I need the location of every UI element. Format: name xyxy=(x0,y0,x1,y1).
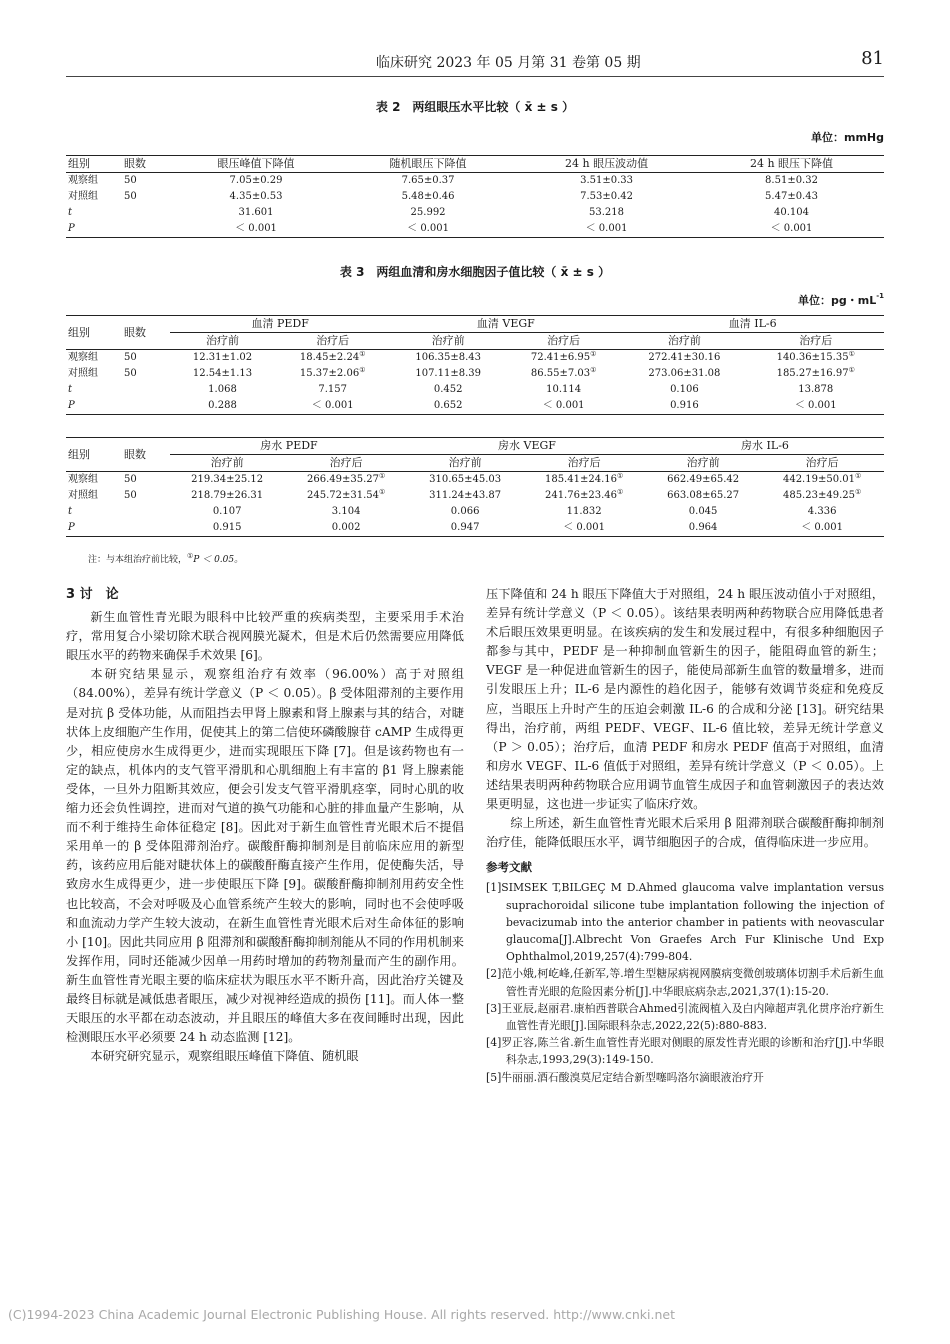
table3-cell xyxy=(408,520,522,537)
cell-value: 662.49±65.42 xyxy=(667,474,740,485)
row-label: t xyxy=(68,384,73,395)
table3-cell xyxy=(390,350,506,367)
table3-cell xyxy=(170,350,275,367)
cell-value: 0.002 xyxy=(331,522,361,533)
left-column xyxy=(66,585,464,1066)
table2-unit: 单位：mmHg xyxy=(810,131,884,144)
cell-value: 485.23±49.25 xyxy=(782,490,855,501)
col-group-header: 组别 xyxy=(66,316,122,350)
table3-cell xyxy=(408,504,522,520)
table3-serum xyxy=(66,315,884,415)
group-header: 房水 IL-6 xyxy=(646,438,884,455)
table2-cell: 25.992 xyxy=(410,207,446,218)
cell-value: 12.31±1.02 xyxy=(192,352,253,363)
row-eyes: 50 xyxy=(124,368,137,379)
page-number: 81 xyxy=(861,48,884,69)
table3-cell xyxy=(760,472,884,489)
reference-item: [1]SIMSEK T,BILGEÇ M D.Ahmed glaucoma valve implantation versus suprachoroidal silicone tube implantation following the injection of bevacizumab into the anterior chamber in patients with neovascular glaucoma[J].Albrecht Von Graefes Arch Fur Klinische Und Exp Ophthalmol,2019,257(4):799-804. xyxy=(486,881,884,964)
table3-cell xyxy=(390,366,506,382)
table2 xyxy=(66,155,884,238)
table2-cell: 观察组 xyxy=(68,175,98,186)
cell-value: 266.49±35.27 xyxy=(306,474,379,485)
cell-value: 0.045 xyxy=(688,506,718,517)
table-row xyxy=(66,520,884,537)
page-header xyxy=(66,48,884,77)
cell-value: 140.36±15.35 xyxy=(776,352,849,363)
reference-item: [3]王亚辰,赵丽君.康柏西普联合Ahmed引流阀植入及白内障超声乳化贯序治疗新生血管性青光眼[J].国际眼科杂志,2022,22(5):880-883. xyxy=(486,1001,884,1033)
table-row xyxy=(66,504,884,520)
row-label: 对照组 xyxy=(68,368,98,379)
cell-value: 0.915 xyxy=(212,522,242,533)
col-eyes-header: 眼数 xyxy=(122,316,170,350)
table3-cell xyxy=(390,398,506,415)
table2-cell xyxy=(122,221,170,238)
paragraph: 本研究研究显示，观察组眼压峰值下降值、随机眼 xyxy=(90,1049,359,1064)
table3-cell xyxy=(170,366,275,382)
cell-value: 7.157 xyxy=(318,384,347,395)
significance-mark: ① xyxy=(590,350,597,358)
cell-value: 310.65±45.03 xyxy=(429,474,502,485)
sub-header-after: 治疗后 xyxy=(805,456,839,469)
cell-value: 245.72±31.54 xyxy=(306,490,379,501)
group-header: 血清 VEGF xyxy=(390,316,621,333)
paragraph: 压下降值和 24 h 眼压下降值大于对照组，24 h 眼压波动值小于对照组，差异有统计学意义（P ＜ 0.05）。该结果表明两种药物联合应用降低患者术后眼压效果更明显。在该疾病的发生和发展过程中，有很多种细胞因子都参与其中，PEDF 是一种抑制血管新生的因子，能阻碍血管的新生；VEGF 是一种促进血管新生的因子，能使局部新生血管的数量增多，进而引发眼压上升；IL-6 是内源性的趋化因子，能够有效调节炎症和免疫反应，当眼压上升时产生的压迫会刺激 IL-6 的合成和分泌 [13]。研究结果得出，治疗前，两组 PEDF、VEGF、IL-6 值比较，差异无统计学意义（P ＞ 0.05）；治疗后，血清 PEDF 和房水 PEDF 值高于对照组，血清和房水 VEGF、IL-6 值低于对照组，差异有统计学意义（P ＜ 0.05）。上述结果表明两种药物联合应用调节血管生成因子和血管刺激因子的表达效果更明显，这也进一步证实了临床疗效。 xyxy=(486,587,884,812)
table-row xyxy=(66,189,884,205)
row-label: t xyxy=(68,506,73,517)
cell-value: ＜ 0.001 xyxy=(563,522,606,533)
table3-cell xyxy=(506,366,621,382)
table2-cell: 53.218 xyxy=(589,207,625,218)
table3-cell xyxy=(170,472,284,489)
group-header: 血清 IL-6 xyxy=(621,316,884,333)
cell-value: 272.41±30.16 xyxy=(648,352,721,363)
cell-value: 0.652 xyxy=(433,400,463,411)
table3-title: 表 3 两组血清和房水细胞因子值比较（ x̄ ± s ） xyxy=(339,265,611,279)
table3-cell xyxy=(170,382,275,398)
row-eyes xyxy=(122,504,170,520)
table2-cell: 5.47±0.43 xyxy=(765,191,818,202)
cell-value: 311.24±43.87 xyxy=(429,490,502,501)
paragraph: 本研究结果显示，观察组治疗有效率（96.00%）高于对照组（84.00%），差异有统计学意义（P ＜ 0.05）。β 受体阻滞剂的主要作用是对抗 β 受体功能，从而阻挡去甲肾上腺素和肾上腺素与其的结合，对睫状体上皮细胞产生作用，促使其上的第二信使环磷酸腺苷 cAMP 生成得更少，相应使房水生成得更少，进而实现眼压下降 [7]。但是该药物也有一定的缺点，机体内的支气管平滑肌和心肌细胞上有丰富的 β1 肾上腺素能受体，一旦外力阻断其效应，便会引发支气管平滑肌痉挛，同时心肌的收缩力还会负性调控，进而对气道的换气功能和心脏的排血量产生影响，从而不利于维持生命体征稳定 [8]。因此对于新生血管性青光眼术后不提倡采用单一的 β 受体阻滞剂治疗。碳酸酐酶抑制剂是目前临床应用的新型药，该药应用后能对睫状体上的碳酸酐酶直接产生作用，促使酶失活，导致房水生成得更少，进一步使眼压下降 [9]。碳酸酐酶抑制剂用药安全性也比较高，不会对呼吸及心血管系统产生较大的影响，同时也不会使呼吸和血流动力学产生较大波动，在新生血管性青光眼术后对生命体征的影响小 [10]。因此共同应用 β 阻滞剂和碳酸酐酶抑制剂能从不同的作用机制来发挥作用，同时还能减少因单一用药时增加的药物剂量而产生的副作用。新生血管性青光眼主要的临床症状为眼压水平不断升高，因此治疗关键及最终目标就是减低患者眼压，减少对视神经造成的损伤 [11]。而人体一整天眼压的水平都在动态波动，并且眼压的峰值大多在夜间睡时出现，因此检测眼压水平必须要 24 h 动态监测 [12]。 xyxy=(66,667,464,1045)
table-row xyxy=(66,398,884,415)
table2-header-cell: 组别 xyxy=(68,157,90,170)
table-subheader-row xyxy=(66,333,884,350)
table3-cell xyxy=(760,520,884,537)
table2-cell: ＜ 0.001 xyxy=(770,223,813,234)
table3-cell xyxy=(275,366,390,382)
group-header: 血清 PEDF xyxy=(170,316,390,333)
table2-cell: 3.51±0.33 xyxy=(580,175,633,186)
table3-cell xyxy=(170,398,275,415)
reference-item: [5]牛丽丽.酒石酸溴莫尼定结合新型噻吗洛尔滴眼液治疗开 xyxy=(486,1070,764,1084)
cell-value: 15.37±2.06 xyxy=(299,368,360,379)
table3-cell xyxy=(646,520,760,537)
table2-cell: 50 xyxy=(124,191,137,202)
cell-value: 11.832 xyxy=(566,506,602,517)
right-column xyxy=(486,585,884,1086)
table3-cell xyxy=(275,350,390,367)
significance-mark: ① xyxy=(359,366,366,374)
significance-mark: ① xyxy=(848,366,855,374)
table3-cell xyxy=(284,520,408,537)
sub-header-after: 治疗后 xyxy=(547,334,581,347)
significance-mark: ① xyxy=(854,488,862,496)
significance-mark: ① xyxy=(616,488,624,496)
references-heading: 参考文献 xyxy=(486,860,532,875)
table3-cell xyxy=(275,382,390,398)
sub-header-after: 治疗后 xyxy=(799,334,833,347)
significance-mark: ① xyxy=(616,472,624,480)
row-eyes: 50 xyxy=(124,352,137,363)
table-row xyxy=(66,205,884,221)
copyright-footer: (C)1994-2023 China Academic Journal Electronic Publishing House. All rights reserved. http://www.cnki.net xyxy=(8,1307,675,1322)
significance-mark: ① xyxy=(590,366,597,374)
row-label: 对照组 xyxy=(68,490,98,501)
cell-value: 3.104 xyxy=(331,506,361,517)
table-row xyxy=(66,350,884,367)
table2-cell: 50 xyxy=(124,175,137,186)
table3-cell xyxy=(621,366,747,382)
table2-cell: ＜ 0.001 xyxy=(407,223,449,234)
col-eyes-header: 眼数 xyxy=(122,438,170,472)
table2-cell: ＜ 0.001 xyxy=(585,223,628,234)
cell-value: 12.54±1.13 xyxy=(192,368,253,379)
cell-value: 0.452 xyxy=(433,384,463,395)
table2-cell: P xyxy=(68,223,75,234)
sub-header-after: 治疗后 xyxy=(329,456,363,469)
table3-cell xyxy=(621,382,747,398)
table2-title: 表 2 两组眼压水平比较（ x̄ ± s ） xyxy=(375,100,575,114)
table2-cell xyxy=(122,205,170,221)
paragraph: 综上所述，新生血管性青光眼术后采用 β 阻滞剂联合碳酸酐酶抑制剂治疗佳，能降低眼压水平，调节细胞因子的合成，值得临床进一步应用。 xyxy=(486,816,884,850)
significance-mark: ① xyxy=(848,350,855,358)
section-heading: 3 讨 论 xyxy=(66,587,119,602)
table3-cell xyxy=(284,488,408,504)
table3-cell xyxy=(170,520,284,537)
table3-cell xyxy=(747,366,884,382)
cell-value: 185.41±24.16 xyxy=(544,474,617,485)
table2-cell: 4.35±0.53 xyxy=(229,191,283,202)
table3-cell xyxy=(408,488,522,504)
cell-value: ＜ 0.001 xyxy=(311,400,354,411)
cell-value: 0.106 xyxy=(670,384,699,395)
significance-mark: ① xyxy=(854,472,862,480)
cell-value: 86.55±7.03 xyxy=(530,368,591,379)
table3-cell xyxy=(284,504,408,520)
table3-cell xyxy=(506,350,621,367)
significance-mark: ① xyxy=(359,350,366,358)
cell-value: 0.964 xyxy=(688,522,718,533)
table-row xyxy=(66,488,884,504)
table-header-row xyxy=(66,438,884,455)
cell-value: ＜ 0.001 xyxy=(801,522,844,533)
table3-cell xyxy=(284,472,408,489)
table2-header-cell: 24 h 眼压下降值 xyxy=(749,157,834,170)
row-label: P xyxy=(68,400,75,411)
journal-info: 临床研究 2023 年 05 月第 31 卷第 05 期 xyxy=(376,55,641,71)
table3-cell xyxy=(170,504,284,520)
table-row xyxy=(66,472,884,489)
table2-cell: 7.53±0.42 xyxy=(580,191,633,202)
cell-value: 219.34±25.12 xyxy=(191,474,264,485)
group-header: 房水 PEDF xyxy=(170,438,408,455)
table3-cell xyxy=(621,350,747,367)
sub-header-before: 治疗前 xyxy=(210,456,244,469)
table2-cell: 8.51±0.32 xyxy=(765,175,818,186)
cell-value: 0.916 xyxy=(670,400,699,411)
table3-cell xyxy=(170,488,284,504)
table2-cell: 对照组 xyxy=(68,191,98,202)
sub-header-before: 治疗前 xyxy=(431,334,465,347)
table3-note: 注：与本组治疗前比较，①P ＜ 0.05。 xyxy=(88,552,244,565)
sub-header-before: 治疗前 xyxy=(448,456,482,469)
cell-value: 106.35±8.43 xyxy=(415,352,481,363)
table2-cell: 7.65±0.37 xyxy=(401,175,455,186)
table3-cell xyxy=(506,382,621,398)
table3-cell xyxy=(747,398,884,415)
table-row xyxy=(66,173,884,190)
row-eyes xyxy=(122,398,170,415)
table2-cell: 7.05±0.29 xyxy=(229,175,283,186)
table-header-row xyxy=(66,316,884,333)
table3-cell xyxy=(522,520,646,537)
sub-header-after: 治疗后 xyxy=(567,456,601,469)
table2-header-cell: 24 h 眼压波动值 xyxy=(565,157,649,170)
reference-item: [4]罗正容,陈兰省.新生血管性青光眼对侧眼的原发性青光眼的诊断和治疗[J].中华眼科杂志,1993,29(3):149-150. xyxy=(486,1036,884,1067)
cell-value: 10.114 xyxy=(546,384,582,395)
cell-value: ＜ 0.001 xyxy=(794,400,837,411)
cell-value: 241.76±23.46 xyxy=(544,490,617,501)
sub-header-after: 治疗后 xyxy=(316,334,350,347)
row-label: P xyxy=(68,522,75,533)
cell-value: 218.79±26.31 xyxy=(191,490,264,501)
cell-value: 0.947 xyxy=(450,522,480,533)
table3-unit: 单位：pg・$mL^{-1}$ xyxy=(797,292,884,307)
table3-cell xyxy=(646,472,760,489)
table3-cell xyxy=(646,504,760,520)
table3-cell xyxy=(747,350,884,367)
cell-value: 273.06±31.08 xyxy=(648,368,721,379)
cell-value: 4.336 xyxy=(807,506,837,517)
table3-cell xyxy=(506,398,621,415)
table3-cell xyxy=(646,488,760,504)
sub-header-before: 治疗前 xyxy=(205,334,239,347)
row-label: 观察组 xyxy=(68,352,98,363)
table2-cell: t xyxy=(68,207,73,218)
cell-value: 107.11±8.39 xyxy=(415,368,481,379)
table2-header-cell: 眼数 xyxy=(124,157,146,170)
cell-value: 0.107 xyxy=(212,506,242,517)
row-label: 观察组 xyxy=(68,474,98,485)
cell-value: 663.08±65.27 xyxy=(667,490,740,501)
cell-value: 0.066 xyxy=(450,506,480,517)
cell-value: 185.27±16.97 xyxy=(776,368,849,379)
table3-cell xyxy=(760,504,884,520)
significance-mark: ① xyxy=(378,488,386,496)
table2-cell: 5.48±0.46 xyxy=(401,191,455,202)
table2-header-cell: 眼压峰值下降值 xyxy=(217,157,295,170)
table3-cell xyxy=(522,504,646,520)
group-header: 房水 VEGF xyxy=(408,438,646,455)
row-eyes xyxy=(122,520,170,537)
table3-cell xyxy=(522,488,646,504)
row-eyes xyxy=(122,382,170,398)
paragraph: 新生血管性青光眼为眼科中比较严重的疾病类型，主要采用手术治疗，常用复合小梁切除术联合视网膜光凝术，但是术后仍然需要应用降低眼压水平的药物来确保手术效果 [6]。 xyxy=(66,610,464,663)
cell-value: 18.45±2.24 xyxy=(299,352,360,363)
table3-cell xyxy=(522,472,646,489)
row-eyes: 50 xyxy=(124,474,137,485)
table3-cell xyxy=(408,472,522,489)
table3-aqueous xyxy=(66,437,884,537)
cell-value: 0.288 xyxy=(208,400,237,411)
sub-header-before: 治疗前 xyxy=(686,456,720,469)
table-row xyxy=(66,221,884,238)
row-eyes: 50 xyxy=(124,490,137,501)
table3-cell xyxy=(275,398,390,415)
cell-value: 13.878 xyxy=(798,384,834,395)
cell-value: 1.068 xyxy=(208,384,237,395)
table-subheader-row xyxy=(66,455,884,472)
col-group-header: 组别 xyxy=(66,438,122,472)
table-row xyxy=(66,382,884,398)
cell-value: 72.41±6.95 xyxy=(530,352,591,363)
table3-cell xyxy=(760,488,884,504)
table2-cell: ＜ 0.001 xyxy=(235,223,277,234)
table2-cell: 40.104 xyxy=(774,207,809,218)
table3-cell xyxy=(621,398,747,415)
table-row xyxy=(66,366,884,382)
significance-mark: ① xyxy=(378,472,386,480)
cell-value: ＜ 0.001 xyxy=(542,400,585,411)
reference-item: [2]范小娥,柯屹峰,任新军,等.增生型糖尿病视网膜病变微创玻璃体切割手术后新生血管性青光眼的危险因素分析[J].中华眼底病杂志,2021,37(1):15-20. xyxy=(486,967,884,998)
table3-cell xyxy=(390,382,506,398)
table2-cell: 31.601 xyxy=(238,207,274,218)
sub-header-before: 治疗前 xyxy=(667,334,701,347)
cell-value: 442.19±50.01 xyxy=(782,474,855,485)
table3-cell xyxy=(747,382,884,398)
table2-header-cell: 随机眼压下降值 xyxy=(389,157,467,170)
